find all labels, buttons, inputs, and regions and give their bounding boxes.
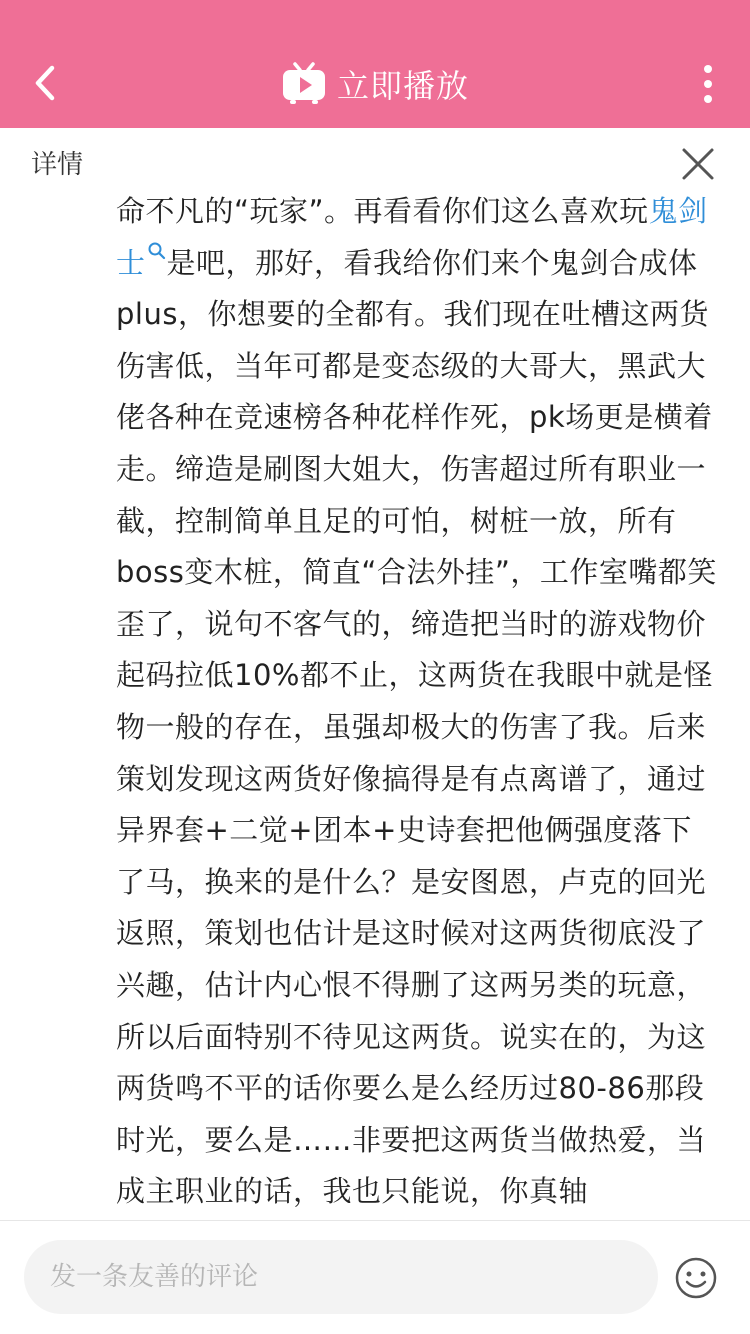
- keyword-link-text: 鬼剑士: [116, 194, 708, 280]
- header-title-group[interactable]: [0, 52, 750, 116]
- emoji-button[interactable]: [674, 1256, 718, 1300]
- top-nav-bar: [0, 0, 750, 128]
- comment-bar-divider: [0, 1220, 750, 1221]
- header-title: 立即播放: [336, 67, 469, 105]
- tv-play-icon: [281, 62, 327, 106]
- vertical-dots-icon: [696, 60, 720, 112]
- comment-input[interactable]: [24, 1240, 658, 1314]
- article-paragraph: [116, 186, 720, 1216]
- close-icon: [678, 144, 718, 184]
- more-options-button[interactable]: [696, 60, 720, 112]
- search-icon: [147, 241, 167, 261]
- article-text-part1: 命不凡的“玩家”。再看看你们这么喜欢玩: [116, 194, 649, 228]
- article-text-part2: 是吧，那好，看我给你们来个鬼剑合成体plus，你想要的全都有。我们现在吐槽这两货伤害低，当年可都是变态级的大哥大，黑武大佬各种在竞速榜各种花样作死，pk场更是横着走。缔造是刷图大姐大，伤害超过所有职业一截，控制简单且足的可怕，树桩一放，所有boss变木桩，简直“合法外挂”，工作室嘴都笑歪了，说句不客气的，缔造把当时的游戏物价起码拉低10%都不止，这两货在我眼中就是怪物一般的存在，虽强却极大的伤害了我。后来策划发现这两货好像搞得是有点离谱了，通过异界套+二觉+团本+史诗套把他俩强度落下了马，换来的是什么？是安图恩，卢克的回光返照，策划也估计是这时候对这两货彻底没了兴趣，估计内心恨不得删了这两另类的玩意，所以后面特别不待见这两货。说实在的，为这两货鸣不平的话你要么是么经历过80-86那段时光，要么是……非要把这两货当做热爱，当成主职业的话，我也只能说，你真轴: [116, 245, 717, 1209]
- detail-panel-label: 详情: [31, 150, 84, 180]
- article-body: [116, 186, 720, 1216]
- smiley-face-icon: [674, 1256, 718, 1300]
- close-button[interactable]: [678, 144, 718, 184]
